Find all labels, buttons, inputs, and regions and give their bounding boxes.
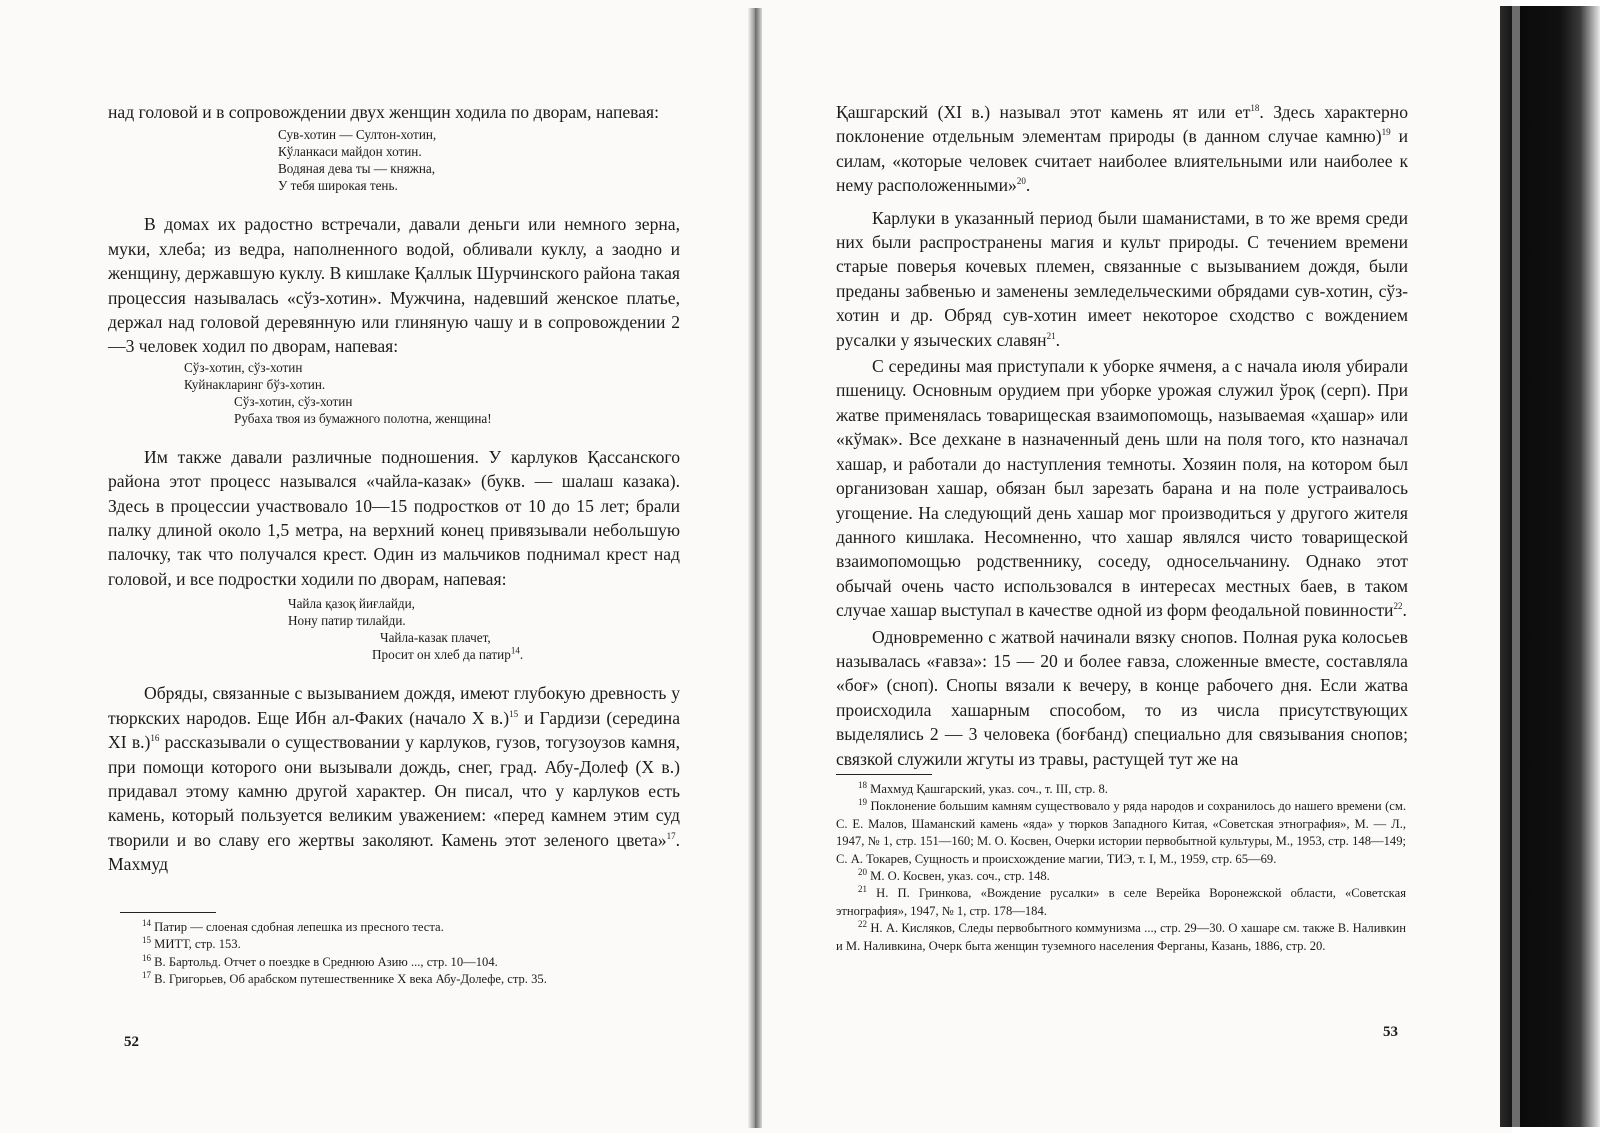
footnote-ref: 20 <box>1016 176 1026 187</box>
text-run: . <box>1025 175 1031 196</box>
footnote-text: Патир — слоеная сдобная лепешка из пресного теста. <box>154 920 444 934</box>
footnote-ref: 15 <box>509 708 519 719</box>
verse-line: Сув-хотин — Султон-хотин, <box>278 127 437 143</box>
footnote <box>120 954 690 971</box>
verse-line: Просит он хлеб да патир$^{14}$. <box>372 645 524 663</box>
verse-line: Водяная дева ты — княжна, <box>278 161 436 177</box>
text-run: Карлуки в указанный период были шаманистами, в то же время среди них были распространены магия и культ природы. С течением времени старые поверья кочевых племен, связанные с вызыванием дождя, были преданы забвенью и заменены земледельческими обрядами сув-хотин, сўз-хотин и др. Обряд сув-хотин имеет некоторое сходство с вождением русалки у языческих славян <box>836 207 1408 350</box>
right-footnotes <box>836 774 1406 955</box>
footnote-ref: 16 <box>150 733 160 744</box>
footnote-number: 19 <box>858 797 867 808</box>
verse <box>278 126 680 194</box>
right-page-text <box>836 100 1408 771</box>
text-run: Обряды, связанные с вызыванием дождя, имеют глубокую древность у тюркских народов. Еще Ибн ал-Факих (начало X в.) <box>108 683 680 728</box>
verse <box>288 595 680 663</box>
verse-line: Сўз-хотин, сўз-хотин <box>184 359 303 375</box>
footnote-text: Н. А. Кисляков, Следы первобытного коммунизма ..., стр. 29—30. О хашаре см. также В. Наливкин и М. Наливкина, Очерк быта женщин туземного населения Ферганы, Казань, 1886, стр. 20. <box>836 921 1406 953</box>
paragraph <box>108 681 680 876</box>
footnote-number: 16 <box>142 952 151 963</box>
footnote-number: 18 <box>858 779 867 790</box>
text-run: рассказывали о существовании у карлуков, гузов, тогузоузов камня, при помощи которого они вызывали дождь, снег, град. Абу-Долеф (X в.) придавал этому камню другой характер. Он писал, что у карлуков есть камень, который пользуется великим уважением: «перед камнем этим суд творили и во славу его жертвы заколяют. Камень этот зеленого цвета» <box>108 732 681 850</box>
footnote-text: М. О. Косвен, указ. соч., стр. 148. <box>870 869 1050 884</box>
footnote-text: МИТТ, стр. 153. <box>154 937 241 952</box>
footnote-number: 17 <box>142 970 151 981</box>
book-gutter <box>748 8 762 1128</box>
footnote-text: Н. П. Гринкова, «Вождение русалки» в селе Верейка Воронежской области, «Советская этнография», 1947, № 1, стр. 178—184. <box>836 886 1406 918</box>
verse-line: Чайла қазоқ йиғлайди, <box>288 596 415 612</box>
footnote <box>836 885 1406 920</box>
text-run: . Махмуд <box>108 829 680 875</box>
text-run: С середины мая приступали к уборке ячменя, а с начала июля убирали пшеницу. Основным орудием при уборке урожая служил ўроқ (серп). При жатве применялась товарищеская взаимопомощь, называемая «ҳашар» или «кўмак». Все дехкане в назначенный день шли на поля того, кто назначал хашар, и работали до наступления темноты. Хозяин поля, на котором был организован хашар, обязан был зарезать барана и на поле устраивалось угощение. На следующий день хашар мог производиться у другого жителя данного кишлака. Несомненно, что хашар являлся чисто товарищеской взаимопомощью родственнику, соседу, односельчанину. Однако этот обычай очень часто использовался в интересах местных баев, в таком случае хашар выступал в качестве одной из форм феодальной повинности <box>836 356 1408 621</box>
paragraph <box>836 206 1408 352</box>
left-footnotes <box>120 912 690 989</box>
footnote-ref: 19 <box>1381 127 1391 138</box>
footnote <box>836 781 1406 798</box>
page-number: 52 <box>124 1034 139 1050</box>
footnote-text: Махмуд Қашгарский, указ. соч., т. III, стр. 8. <box>870 782 1108 796</box>
footnote-text: В. Бартольд. Отчет о поездке в Среднюю Азию ..., стр. 10—104. <box>154 954 498 969</box>
verse-line: Рубаха твоя из бумажного полотна, женщина! <box>234 410 492 426</box>
text-run: . <box>1055 329 1060 350</box>
footnote-rule <box>836 774 932 775</box>
paragraph <box>836 354 1408 622</box>
text-run: и Гардизи (середина XI в.) <box>108 707 680 753</box>
footnote-text: В. Григорьев, Об арабском путешественнике X века Абу-Долефе, стр. 35. <box>154 972 547 987</box>
verse-line: У тебя широкая тень. <box>278 178 398 194</box>
footnote <box>836 798 1406 868</box>
text-run: . <box>1402 600 1407 621</box>
paragraph <box>836 100 1408 198</box>
footnote-number: 22 <box>858 919 867 930</box>
footnote <box>120 919 690 936</box>
footnote-number: 14 <box>142 917 151 928</box>
footnote <box>836 920 1406 955</box>
footnote <box>120 971 690 988</box>
footnote-number: 21 <box>858 884 867 895</box>
verse-line: Чайла-казак плачет, <box>380 630 491 646</box>
verse-line: Кўланкаси майдон хотин. <box>278 144 422 160</box>
page-number: 53 <box>1383 1024 1398 1040</box>
footnote <box>120 936 690 953</box>
footnote-ref: 17 <box>666 830 676 841</box>
verse-text: Просит он хлеб да патир <box>372 647 511 663</box>
text-run: и силам, «которые человек считает наиболее влиятельными или наиболее к нему расположенными» <box>836 126 1408 196</box>
verse <box>184 359 680 427</box>
left-page-text <box>108 100 680 877</box>
footnote-ref: 18 <box>1250 103 1260 114</box>
footnote <box>836 868 1406 885</box>
verse-line: Нону патир тилайди. <box>288 613 406 629</box>
book-edge-shadow <box>1512 6 1520 1127</box>
paragraph: Им также давали различные подношения. У карлуков Қассанского района этот процесс назывался «чайла-казак» (букв. — шалаш казака). Здесь в процессии участвовало 10—15 подростков от 10 до 15 лет; брали палку длиной около 1,5 метра, на верхний конец привязывали небольшую палочку, так что получался крест. Один из мальчиков поднимал крест над головой, и все подростки ходили по дворам, напевая: <box>108 446 680 589</box>
footnote-number: 15 <box>142 935 151 946</box>
text-run: Қашгарский (XI в.) называл этот камень ят или ет <box>836 102 1251 122</box>
footnote-ref: 14 <box>510 645 520 656</box>
footnote-number: 20 <box>858 866 867 877</box>
footnote-rule <box>120 912 216 913</box>
verse-line: Сўз-хотин, сўз-хотин <box>234 393 353 409</box>
paragraph: Одновременно с жатвой начинали вязку снопов. Полная рука колосьев называлась «ғавза»: 15 — 20 и более ғавза, сложенные вместе, составляла «боғ» (сноп). Снопы вязали к вечеру, в конце рабочего дня. Если жатва происходила хашарным способом, то из числа присутствующих выделялись 2 — 3 человека (боғбанд) специально для связывания снопов; связкой служили жгуты из травы, растущей тут же на <box>836 626 1408 769</box>
footnote-ref: 21 <box>1046 330 1056 341</box>
text-run: . Здесь характерно поклонение отдельным элементам природы (в данном случае камню) <box>836 102 1409 147</box>
verse-line: Куйнакларинг бўз-хотин. <box>184 376 326 392</box>
footnote-ref: 22 <box>1393 601 1403 612</box>
footnote-text: Поклонение большим камням существовало у ряда народов и сохранилось до нашего времени (см. С. Е. Малов, Шаманский камень «яда» у тюрков Западного Китая, «Советская этнография», М. — Л., 1947, № 1, стр. 151—160; М. О. Косвен, Очерки истории первобытной культуры, М., 1953, стр. 148—149; С. А. Токарев, Сущность и происхождение магии, ТИЭ, т. I, М., 1959, стр. 65—69. <box>836 799 1406 866</box>
paragraph: В домах их радостно встречали, давали деньги или немного зерна, муки, хлеба; из ведра, наполненного водой, обливали куклу, а заодно и женщину, державшую куклу. В кишлаке Қаллык Шурчинского района такая процессия называлась «сўз-хотин». Мужчина, надевший женское платье, держал над головой деревянную или глиняную чашу и в сопровождении 2—3 человек ходил по дворам, напевая: <box>108 214 680 357</box>
paragraph: над головой и в сопровождении двух женщин ходила по дворам, напевая: <box>108 102 660 122</box>
